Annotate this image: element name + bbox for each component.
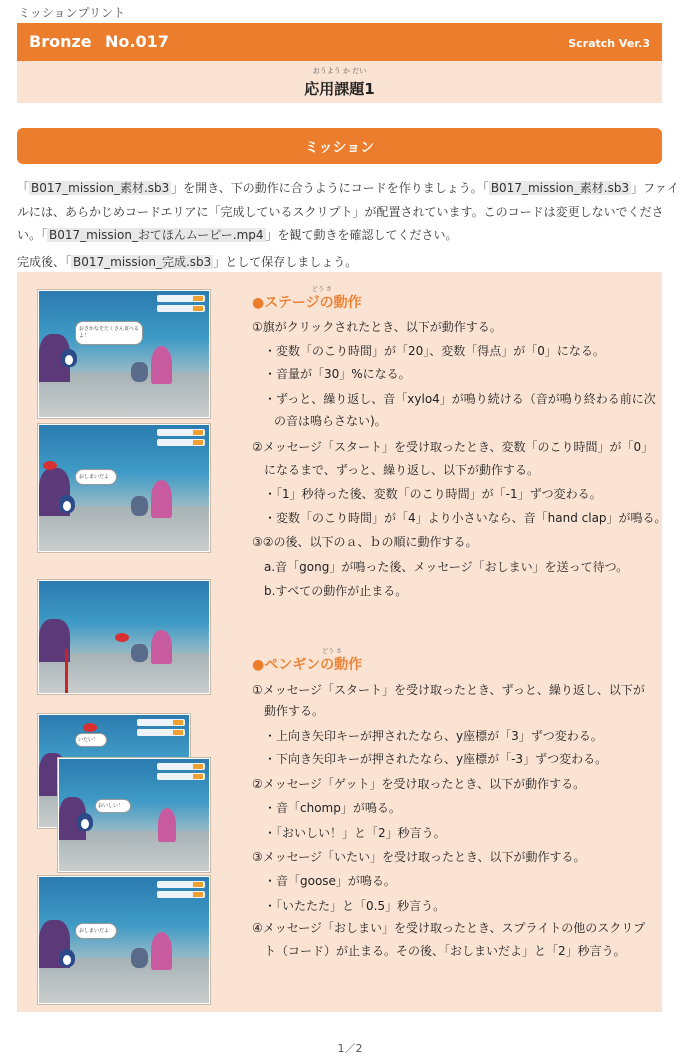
behavior-line: ①旗がクリックされたとき、以下が動作する。: [252, 320, 502, 334]
behavior-line: ト（コード）が止まる。その後、「おしまいだよ」と「2」秒言う。: [264, 944, 626, 958]
behavior-line: になるまで、ずっと、繰り返し、以下が動作する。: [264, 463, 540, 477]
behavior-line: ④メッセージ「おしまい」を受け取ったとき、スプライトの他のスクリプ: [252, 921, 646, 935]
behavior-line: b.すべての動作が止まる。: [264, 584, 408, 598]
behavior-line: 動作する。: [264, 704, 325, 718]
filename-code: B017_mission_おてほんムービー.mp4: [49, 228, 264, 242]
behavior-line: ・「おいしい！」と「2」秒言う。: [264, 826, 446, 840]
speech-bubble: いたい！: [75, 733, 107, 747]
task-title: 応用課題1: [304, 80, 375, 98]
intro-line: [17, 226, 667, 243]
header-bar: [17, 23, 662, 61]
behavior-line: ・「1」秒待った後、変数「のこり時間」が「-1」ずつ変わる。: [264, 487, 602, 501]
speech-bubble: おいしい！: [95, 799, 131, 813]
behavior-line: の音は鳴らさない)。: [274, 414, 387, 428]
behavior-line: ③メッセージ「いたい」を受け取ったとき、以下が動作する。: [252, 850, 586, 864]
intro-text-span: 」ファイ: [631, 181, 679, 195]
behavior-line: ・下向き矢印キーが押されたなら、y座標が「-3」ずつ変わる。: [264, 752, 608, 766]
speech-bubble: おさかなをたくさん食べるよ！: [75, 321, 143, 345]
intro-line: [17, 179, 679, 196]
intro-text-span: 」として保存しましょう。: [213, 255, 358, 269]
behavior-line: ・「いたたた」と「0.5」秒言う。: [264, 899, 446, 913]
behavior-line: ②メッセージ「スタート」を受け取ったとき、変数「のこり時間」が「0」: [252, 440, 654, 454]
speech-bubble: おしまいだよ: [75, 923, 117, 939]
behavior-line: ・変数「のこり時間」が「20」、変数「得点」が「0」になる。: [264, 344, 605, 358]
stage-ruby: どう さ: [312, 286, 332, 293]
title-ruby: おうよう か だい: [312, 67, 367, 75]
behavior-line: ①メッセージ「スタート」を受け取ったとき、ずっと、繰り返し、以下が: [252, 683, 645, 697]
filename-code: B017_mission_素材.sb3: [490, 181, 630, 195]
behavior-line: ・ずっと、繰り返し、音「xylo4」が鳴り続ける（音が鳴り終わる前に次: [264, 392, 656, 406]
behavior-line: ③②の後、以下のａ、ｂの順に動作する。: [252, 535, 478, 549]
mission-title: ミッション: [304, 140, 375, 156]
level-label: Bronze: [29, 32, 92, 51]
behavior-line: ・音量が「30」%になる。: [264, 367, 411, 381]
intro-text-span: い。「: [17, 228, 48, 242]
intro-text-span: 」を観て動きを確認してください。: [265, 228, 458, 242]
stage-screenshot-5: [58, 758, 210, 872]
subheader: [17, 61, 662, 103]
behavior-line: ②メッセージ「ゲット」を受け取ったとき、以下が動作する。: [252, 777, 586, 791]
stage-screenshot-6: [38, 876, 210, 1004]
behavior-line: ・変数「のこり時間」が「4」より小さいなら、音「hand clap」が鳴る。: [264, 511, 667, 525]
stage-screenshot-1: [38, 290, 210, 418]
intro-text-span: ルには、あらかじめコードエリアに「完成しているスクリプト」が配置されています。このコードは変更しないでくださ: [17, 205, 664, 219]
intro-line: [17, 253, 667, 270]
filename-code: B017_mission_素材.sb3: [31, 181, 170, 195]
behavior-line: ・音「chomp」が鳴る。: [264, 801, 401, 815]
up-down-arrow-icon: [65, 649, 68, 693]
filename-code: B017_mission_完成.sb3: [73, 255, 212, 269]
stage-screenshot-3: [38, 580, 210, 694]
intro-text-span: 「: [17, 181, 30, 195]
mission-number: No.017: [105, 32, 169, 51]
intro-line: [17, 203, 667, 220]
penguin-section-title: ●ペンギンの動作: [252, 657, 363, 673]
stage-section-title: ●ステージの動作: [252, 295, 362, 311]
intro-text-span: 完成後、「: [17, 255, 72, 269]
speech-bubble: おしまいだよ: [75, 469, 117, 485]
mission-banner: [17, 128, 662, 164]
behavior-line: ・上向き矢印キーが押されたなら、y座標が「3」ずつ変わる。: [264, 729, 603, 743]
penguin-ruby: どう さ: [322, 648, 342, 655]
intro-text-span: 」を開き、下の動作に合うようにコードを作りましょう。「: [171, 181, 489, 195]
scratch-version: Scratch Ver.3: [568, 37, 650, 50]
behavior-line: ・音「goose」が鳴る。: [264, 874, 396, 888]
doc-label: ミッションプリント: [18, 6, 126, 20]
page-number: 1／2: [337, 1042, 363, 1055]
stage-screenshot-2: [38, 424, 210, 552]
behavior-line: a.音「gong」が鳴った後、メッセージ「おしまい」を送って待つ。: [264, 560, 629, 574]
